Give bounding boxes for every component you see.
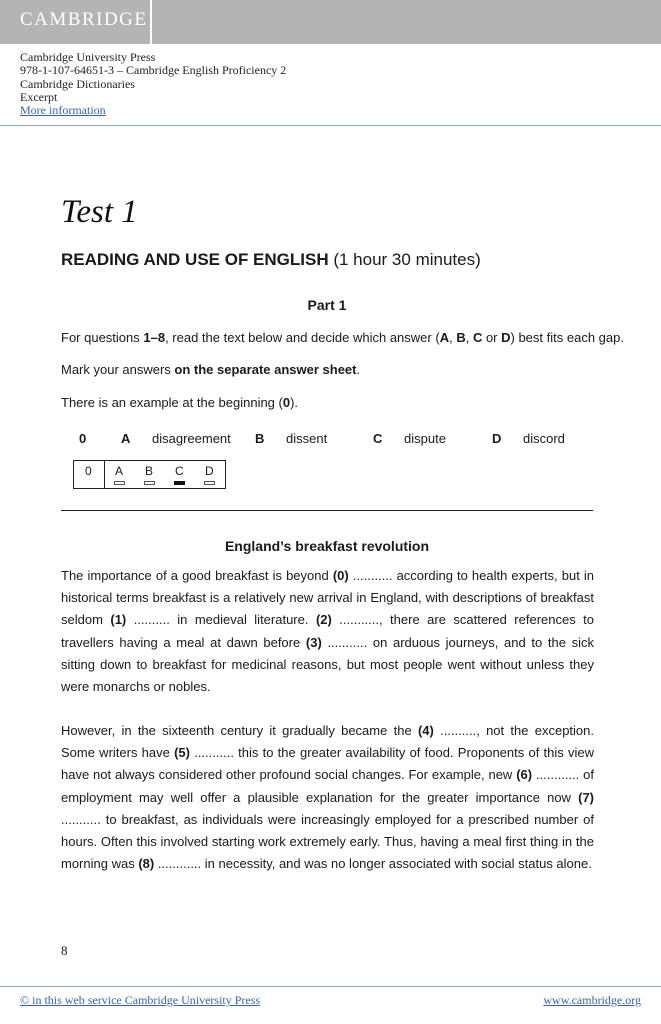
copyright-link[interactable]: © in this web service Cambridge University Press xyxy=(20,993,261,1007)
example-option-letter: D xyxy=(492,431,502,446)
answer-grid-letter: B xyxy=(145,464,154,478)
test-title: Test 1 xyxy=(61,194,138,230)
header-bar xyxy=(0,0,661,44)
example-option-letter: C xyxy=(373,431,383,446)
answer-mark-b xyxy=(144,481,155,485)
excerpt-line: Excerpt xyxy=(20,89,58,104)
isbn-line: 978-1-107-64651-3 – Cambridge English Proficiency 2 xyxy=(20,63,287,78)
passage-title: England’s breakfast revolution xyxy=(224,538,430,554)
instruction-answer-sheet: Mark your answers on the separate answer sheet. xyxy=(61,362,361,377)
example-option-text: dissent xyxy=(286,431,328,446)
section-title: READING AND USE OF ENGLISH xyxy=(61,250,329,269)
more-information-link[interactable]: More information xyxy=(20,103,106,118)
instruction-questions: For questions 1–8, read the text below and decide which answer (A, B, C or D) best fits each gap. xyxy=(61,330,624,345)
answer-grid-number: 0 xyxy=(85,464,92,478)
book-metadata xyxy=(20,51,286,117)
section-divider xyxy=(61,510,593,511)
section-duration: (1 hour 30 minutes) xyxy=(333,250,481,269)
example-option-text: discord xyxy=(523,431,565,446)
answer-mark-a xyxy=(114,481,125,485)
header-divider xyxy=(0,125,661,126)
section-heading xyxy=(61,250,481,270)
example-option-letter: A xyxy=(121,431,131,446)
example-option-letter: B xyxy=(255,431,265,446)
answer-mark-d xyxy=(204,481,215,485)
cambridge-logo: CAMBRIDGE xyxy=(20,9,148,30)
answer-grid-letter: A xyxy=(115,464,124,478)
example-number: 0 xyxy=(79,431,87,446)
part-heading: Part 1 xyxy=(307,297,347,313)
passage-paragraph-2: However, in the sixteenth century it gradually became the (4) .........., not the exception. Some writers have (5) ........... this to the greater availability of food. Proponents of this view have not always considered other profound social changes. For example, new (6) ............ of employment may well offer a plausible explanation for the greater importance now (7) ........... to breakfast, as individuals were increasingly employed for a prescribed number of hours. Often this involved starting work extremely early. Thus, having a meal first thing in the morning was (8) ............ in necessity, and was no longer associated with social status alone. xyxy=(61,723,594,872)
answer-grid-letter: D xyxy=(205,464,214,478)
footer-divider xyxy=(0,986,661,987)
answer-grid-divider xyxy=(104,461,105,488)
series-line: Cambridge Dictionaries xyxy=(20,76,135,91)
example-option-text: disagreement xyxy=(152,431,231,446)
example-option-text: dispute xyxy=(404,431,446,446)
passage-paragraph-1: The importance of a good breakfast is beyond (0) ........... according to health experts, but in historical terms breakfast is a relatively new arrival in England, with descriptions of breakfast seldom (1) .......... in medieval literature. (2) ..........., there are scattered references to travellers having a meal at dawn before (3) ........... on arduous journeys, and to the sick sitting down to breakfast for medicinal reasons, but most people went without unless they were monarchs or nobles. xyxy=(61,568,595,695)
answer-grid-letter: C xyxy=(175,464,184,478)
example-answer-grid xyxy=(73,460,226,489)
website-link[interactable]: www.cambridge.org xyxy=(543,993,641,1007)
logo-box xyxy=(0,0,152,44)
answer-mark-c-selected xyxy=(174,481,185,485)
publisher-line: Cambridge University Press xyxy=(20,50,156,64)
page-number: 8 xyxy=(61,943,68,958)
instruction-example: There is an example at the beginning (0). xyxy=(61,395,299,410)
